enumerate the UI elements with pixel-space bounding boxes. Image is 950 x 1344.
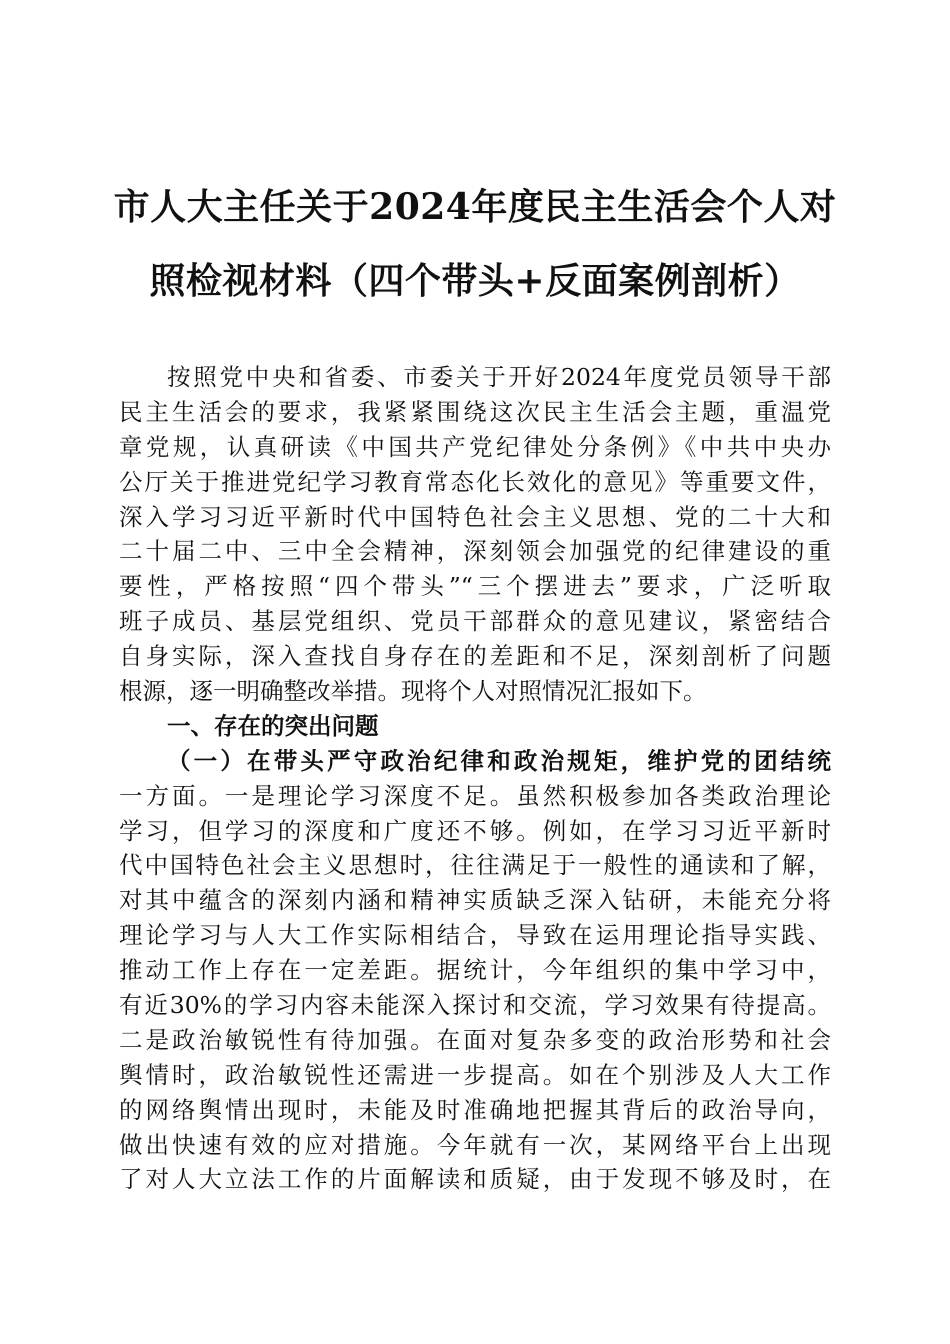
intro-line: 二十届二中、三中全会精神，深刻领会加强党的纪律建设的重 (119, 537, 831, 566)
subsection-line: 了对人大立法工作的片面解读和质疑，由于发现不够及时，在 (119, 1165, 831, 1194)
subsection-line: 有近30%的学习内容未能深入探讨和交流，学习效果有待提高。 (119, 991, 831, 1020)
document-title (110, 170, 840, 318)
intro-line: 按照党中央和省委、市委关于开好2024年度党员领导干部 (167, 363, 831, 391)
section-heading: 一、存在的突出问题 (167, 711, 379, 740)
subsection-line: 对其中蕴含的深刻内涵和精神实质缺乏深入钻研，未能充分将 (119, 886, 831, 915)
subsection-line: 学习，但学习的深度和广度还不够。例如，在学习习近平新时 (119, 816, 831, 845)
subsection-line: 的网络舆情出现时，未能及时准确地把握其背后的政治导向， (119, 1095, 831, 1124)
intro-line: 章党规，认真研读《中国共产党纪律处分条例》《中共中央办 (119, 432, 831, 461)
intro-line: 深入学习习近平新时代中国特色社会主义思想、党的二十大和 (119, 502, 831, 531)
subsection-heading: （一）在带头严守政治纪律和政治规矩，维护党的团结统 (167, 746, 831, 775)
subsection-line: 做出快速有效的应对措施。今年就有一次，某网络平台上出现 (119, 1130, 831, 1159)
title-line-1: 市人大主任关于2024年度民主生活会个人对 (113, 186, 837, 228)
title-line-2: 照检视材料（四个带头+反面案例剖析） (149, 260, 801, 302)
subsection-line: 代中国特色社会主义思想时，往往满足于一般性的通读和了解， (119, 851, 831, 880)
subsection-line: 舆情时，政治敏锐性还需进一步提高。如在个别涉及人大工作 (119, 1060, 831, 1089)
intro-line: 班子成员、基层党组织、党员干部群众的意见建议，紧密结合 (119, 607, 831, 636)
document-body (119, 360, 831, 1197)
subsection-line: 理论学习与人大工作实际相结合，导致在运用理论指导实践、 (119, 921, 831, 950)
subsection-line: 推动工作上存在一定差距。据统计，今年组织的集中学习中， (119, 956, 831, 985)
subsection-line: 二是政治敏锐性有待加强。在面对复杂多变的政治形势和社会 (119, 1025, 831, 1054)
intro-line: 根源，逐一明确整改举措。现将个人对照情况汇报如下。 (119, 677, 707, 706)
intro-line: 公厅关于推进党纪学习教育常态化长效化的意见》等重要文件， (119, 467, 831, 496)
subsection-line: 一方面。一是理论学习深度不足。虽然积极参加各类政治理论 (119, 781, 831, 810)
intro-line: 民主生活会的要求，我紧紧围绕这次民主生活会主题，重温党 (119, 397, 831, 426)
intro-line: 要性，严格按照“四个带头”“三个摆进去”要求，广泛听取 (119, 572, 831, 601)
intro-line: 自身实际，深入查找自身存在的差距和不足，深刻剖析了问题 (119, 642, 831, 671)
